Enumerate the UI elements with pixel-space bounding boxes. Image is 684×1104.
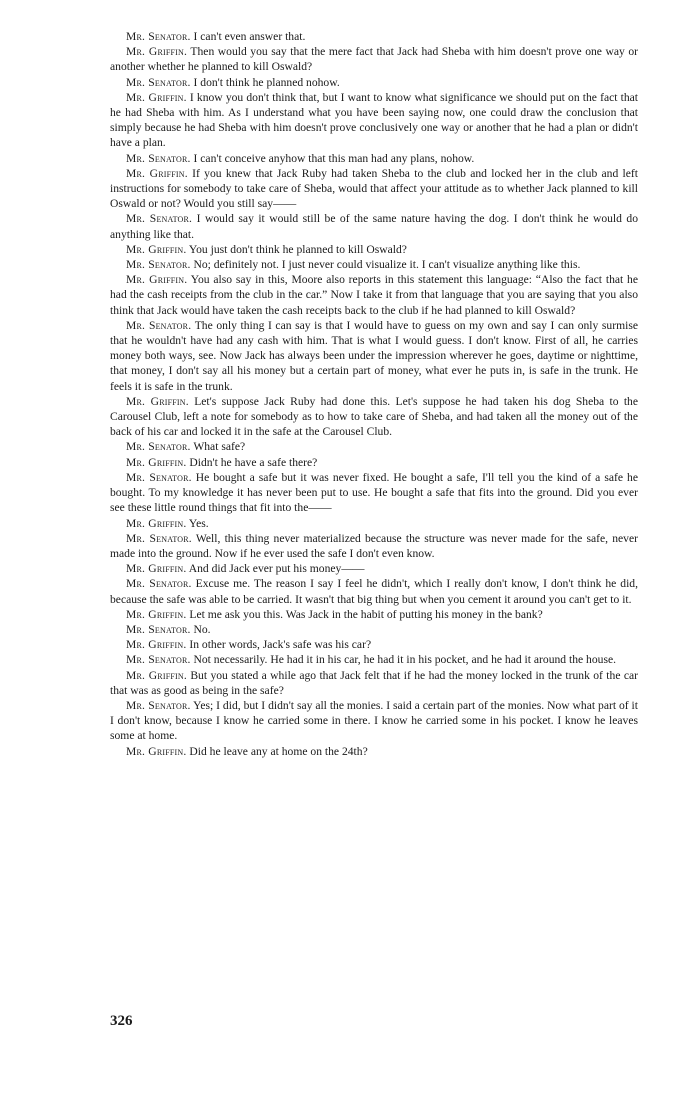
transcript-paragraph [110, 531, 638, 561]
speaker-label: Mr. Griffin. [126, 668, 187, 682]
speaker-label: Mr. Senator. [126, 531, 192, 545]
speaker-label: Mr. Senator. [126, 470, 192, 484]
speaker-label: Mr. Griffin. [126, 562, 187, 576]
transcript-paragraph [110, 622, 638, 637]
transcript-page [110, 29, 638, 759]
speaker-label: Mr. Griffin. [126, 90, 187, 104]
speaker-label: Mr. Griffin. [126, 45, 188, 59]
paragraph-text: I would say it would still be of the same nature having the dog. I don't think he would do anything like that. [110, 212, 638, 241]
speaker-label: Mr. Griffin. [126, 394, 189, 408]
speaker-label: Mr. Senator. [126, 258, 191, 272]
paragraph-text: The only thing I can say is that I would have to guess on my own and say I can only surmise that he wouldn't have had any cash with him. That is what I would guess. I don't know. First of all, he carries money both ways, see. Now Jack has always been under the impression wherever he goes, daytime or nighttime, that money, I don't say all his money but a certain part of money, what ever he puts in, is safe in the trunk. He feels it is safe in the trunk. [110, 318, 638, 393]
speaker-label: Mr. Senator. [126, 622, 191, 636]
transcript-paragraph [110, 607, 638, 622]
paragraph-text: Didn't he have a safe there? [189, 455, 318, 469]
paragraph-text: Well, this thing never materialized because the structure was never made for the safe, never made into the ground. Now if he ever used the safe I don't even know. [110, 531, 638, 560]
speaker-label: Mr. Griffin. [126, 607, 187, 621]
speaker-label: Mr. Senator. [126, 30, 191, 43]
paragraph-text: Yes; I did, but I didn't say all the monies. I said a certain part of the monies. Now what part of it I don't know, because I know he carried some in there. I know he carried some in his pocket. I know he leaves some at home. [110, 698, 638, 743]
transcript-paragraph [110, 744, 638, 759]
speaker-label: Mr. Senator. [126, 151, 191, 165]
paragraph-text: And did Jack ever put his money—— [188, 562, 365, 576]
transcript-paragraph [110, 272, 638, 318]
paragraph-text: Let's suppose Jack Ruby had done this. Let's suppose he had taken his dog Sheba to the Carousel Club, left a note for somebody as to how to take care of Sheba, and had taken all the money out of the back of his car and locked it in the safe at the Carousel Club. [110, 394, 639, 439]
transcript-paragraph [110, 166, 638, 212]
transcript-paragraph [110, 698, 638, 744]
speaker-label: Mr. Senator. [126, 653, 191, 667]
transcript-paragraph [110, 29, 638, 44]
paragraph-text: You just don't think he planned to kill Oswald? [188, 242, 407, 256]
speaker-label: Mr. Senator. [126, 577, 192, 591]
paragraph-text: I don't think he planned nohow. [193, 75, 340, 89]
paragraph-text: No; definitely not. I just never could visualize it. I can't visualize anything like this. [193, 258, 581, 272]
speaker-label: Mr. Griffin. [126, 455, 187, 469]
speaker-label: Mr. Griffin. [126, 273, 188, 287]
speaker-label: Mr. Griffin. [126, 242, 187, 256]
transcript-paragraph [110, 668, 638, 698]
transcript-paragraph [110, 257, 638, 272]
paragraph-text: What safe? [193, 440, 246, 454]
paragraph-text: Let me ask you this. Was Jack in the habit of putting his money in the bank? [189, 607, 543, 621]
paragraph-text: You also say in this, Moore also reports in this statement this language: “Also the fact that he had the cash receipts from the club in the car.” Now I take it from that language that you are saying that you also think that Jack would have taken the cash receipts back to the club if he had planned to kill Oswald? [110, 273, 638, 317]
transcript-paragraph [110, 75, 638, 90]
speaker-label: Mr. Senator. [126, 212, 193, 226]
transcript-paragraph [110, 455, 638, 470]
transcript-paragraph [110, 470, 638, 516]
transcript-paragraph [110, 318, 638, 394]
speaker-label: Mr. Senator. [126, 440, 191, 454]
transcript-paragraph [110, 561, 638, 576]
paragraph-text: No. [193, 622, 211, 636]
transcript-paragraph [110, 90, 638, 151]
paragraph-text: Did he leave any at home on the 24th? [189, 744, 368, 758]
paragraph-text: I know you don't think that, but I want to know what significance we should put on the fact that he had Sheba with him. As I understand what you have been saying now, one could draw the conclusion that simply because he had Sheba with him doesn't prove conclusively one way or another that he had a plan or didn't have a plan. [110, 90, 639, 150]
paragraph-text: Excuse me. The reason I say I feel he didn't, which I really don't know, I don't think he did, because the safe was able to be carried. It wasn't that big thing but when you cement it around you can't get to it. [110, 577, 639, 606]
paragraph-text: Not necessarily. He had it in his car, he had it in his pocket, and he had it around the house. [193, 653, 617, 667]
speaker-label: Mr. Senator. [126, 318, 192, 332]
transcript-paragraph [110, 151, 638, 166]
speaker-label: Mr. Senator. [126, 698, 191, 712]
transcript-paragraph [110, 439, 638, 454]
speaker-label: Mr. Senator. [126, 75, 191, 89]
speaker-label: Mr. Griffin. [126, 744, 187, 758]
paragraph-text: In other words, Jack's safe was his car? [189, 638, 372, 652]
speaker-label: Mr. Griffin. [126, 516, 187, 530]
paragraph-text: Then would you say that the mere fact that Jack had Sheba with him doesn't prove one way or another whether he planned to kill Oswald? [110, 45, 638, 74]
paragraph-text: But you stated a while ago that Jack felt that if he had the money locked in the trunk of the car that was as good as being in the safe? [110, 668, 638, 697]
transcript-paragraph [110, 211, 638, 241]
transcript-paragraph [110, 637, 638, 652]
transcript-paragraph [110, 242, 638, 257]
speaker-label: Mr. Griffin. [126, 166, 188, 180]
transcript-paragraph [110, 652, 638, 667]
paragraph-text: If you knew that Jack Ruby had taken Sheba to the club and locked her in the club and left instructions for somebody to take care of Sheba, would that affect your attitude as to whether Jack planned to kill Oswald or not? Would you still say—— [110, 166, 638, 211]
speaker-label: Mr. Griffin. [126, 638, 187, 652]
paragraph-text: I can't even answer that. [193, 30, 306, 43]
transcript-paragraph [110, 516, 638, 531]
paragraph-text: He bought a safe but it was never fixed. He bought a safe, I'll tell you the kind of a safe he bought. To my knowledge it has never been put to use. He bought a safe that fits into the ground. Did you ever see these little round things that fit into the—— [110, 470, 638, 515]
paragraph-text: Yes. [188, 516, 209, 530]
transcript-paragraph [110, 576, 638, 606]
paragraph-text: I can't conceive anyhow that this man had any plans, nohow. [193, 151, 475, 165]
transcript-paragraph [110, 394, 638, 440]
transcript-paragraph [110, 44, 638, 74]
page-number: 326 [110, 1013, 133, 1029]
